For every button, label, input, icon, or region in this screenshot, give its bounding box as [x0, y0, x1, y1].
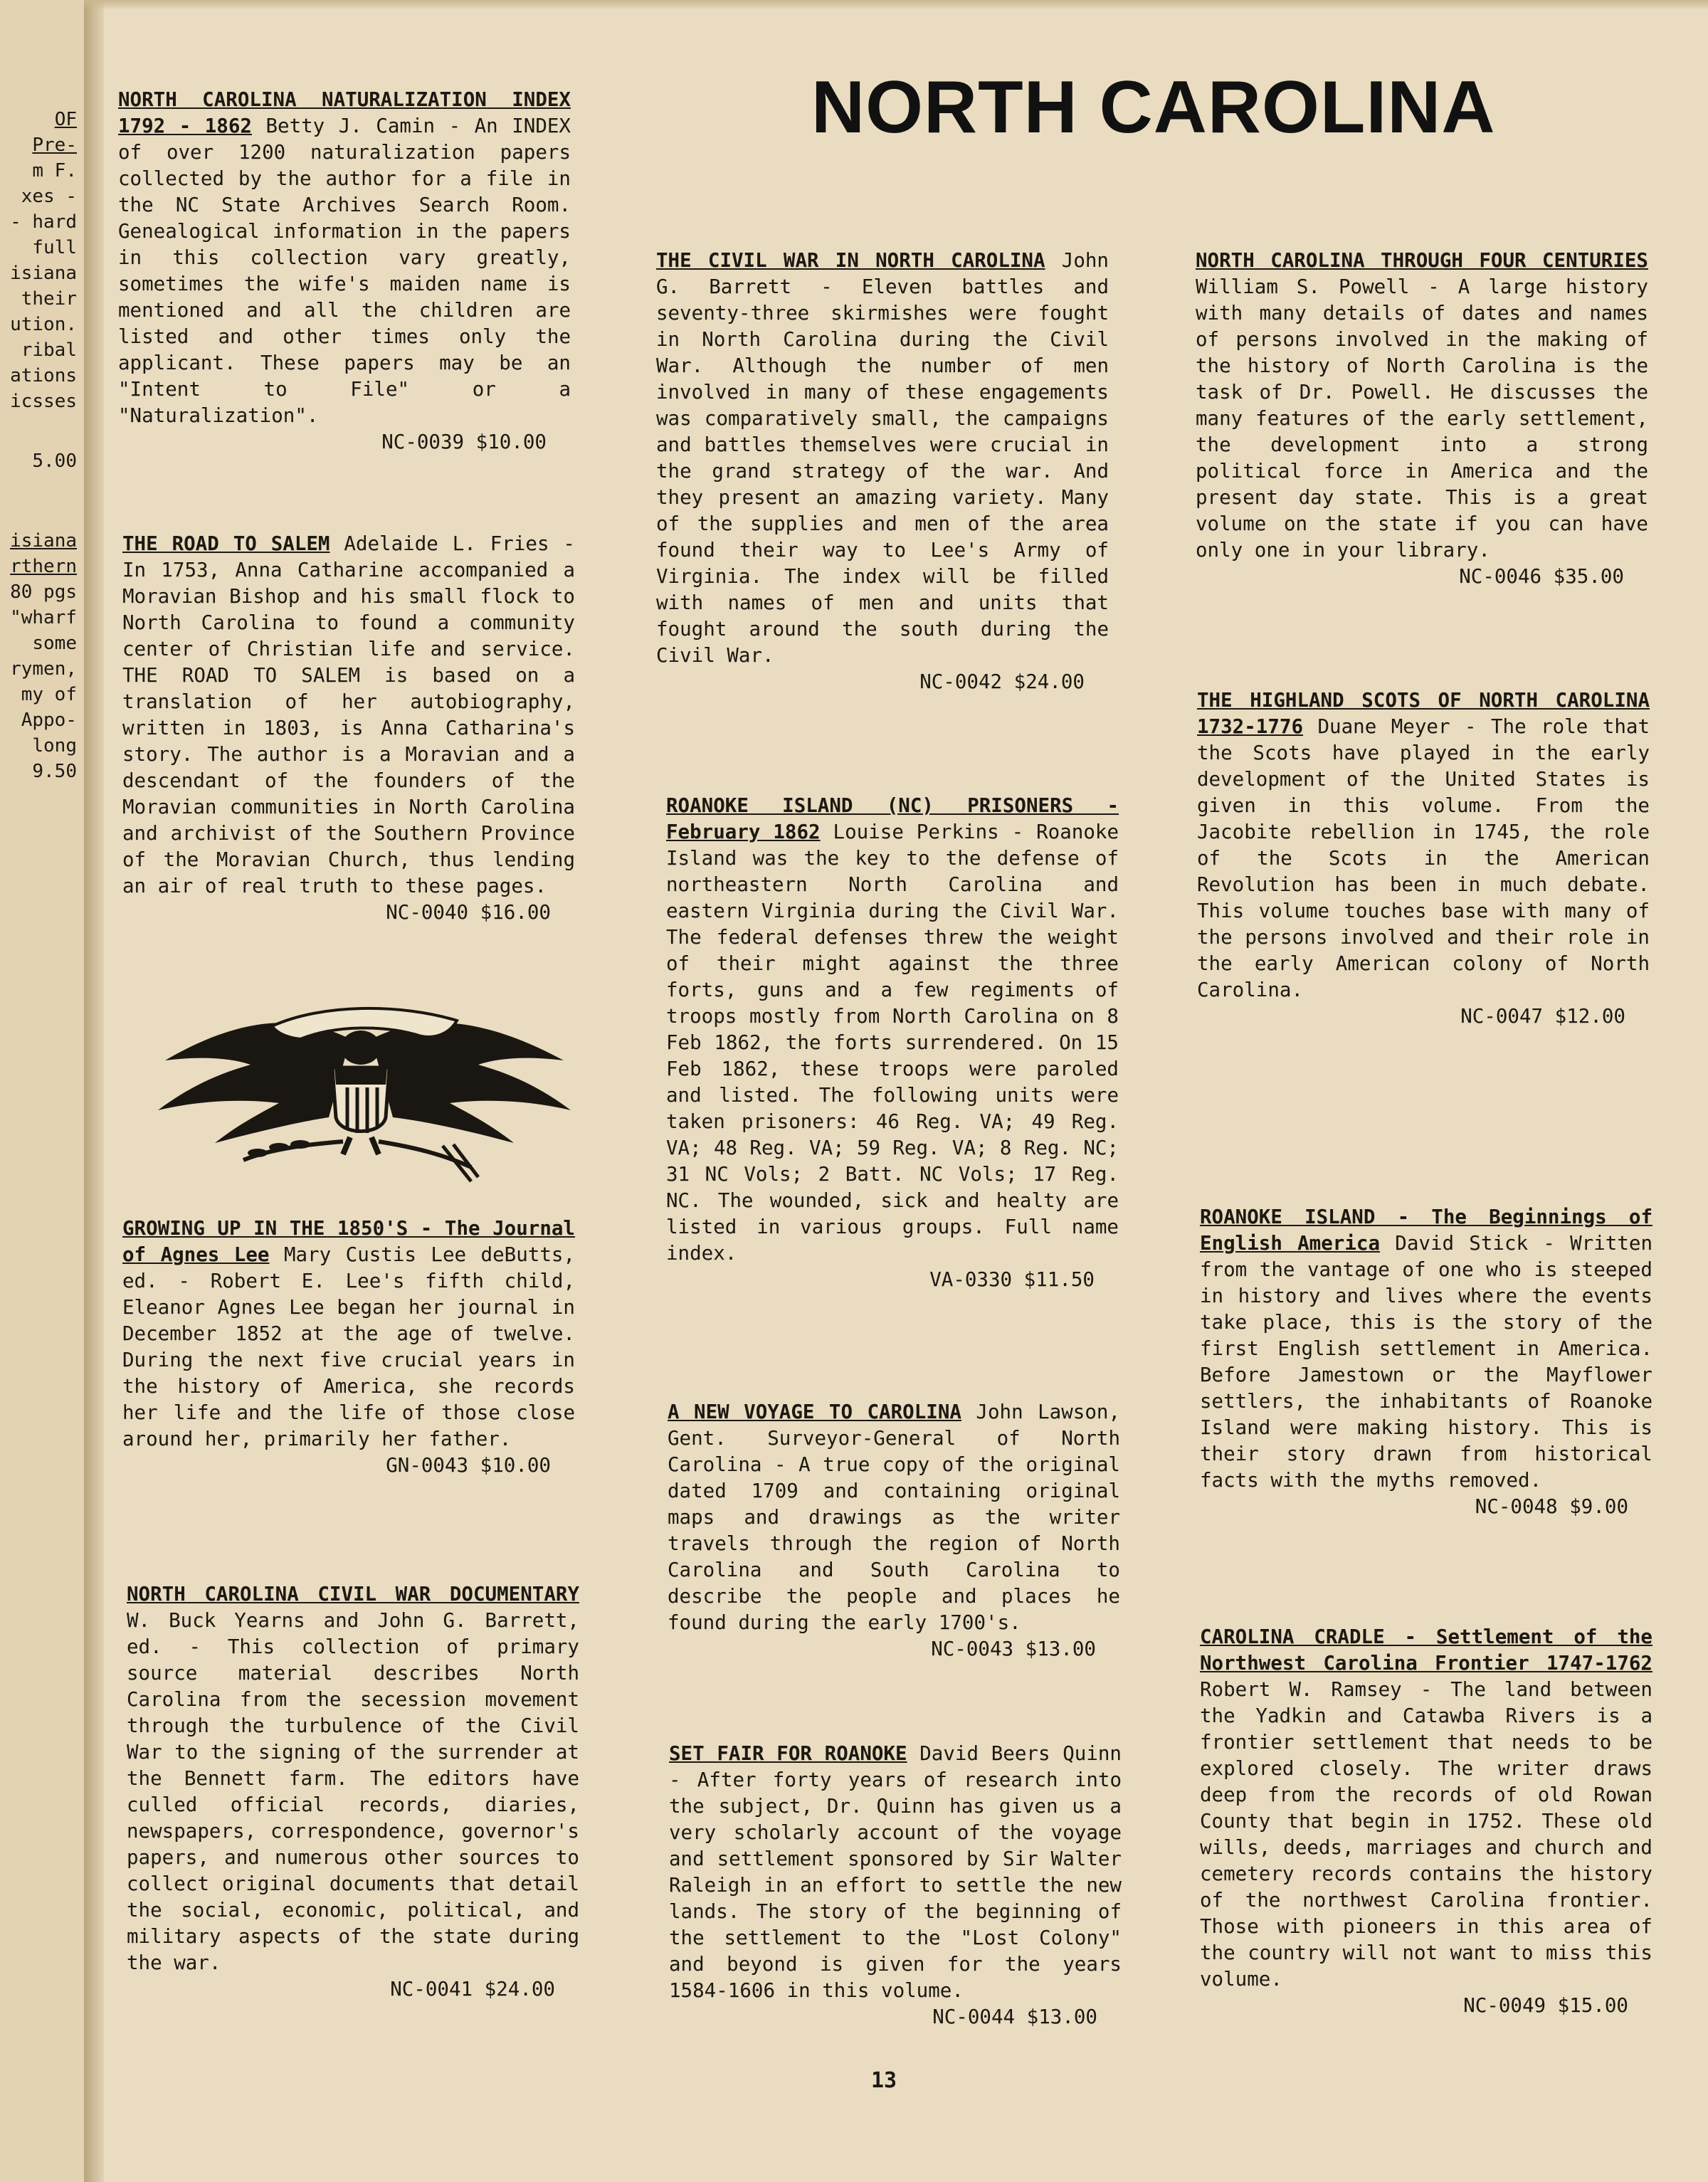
entry-title: THE ROAD TO SALEM: [122, 532, 330, 555]
entry-order-code: NC-0039 $10.00: [381, 431, 547, 453]
edge-text-line: some: [32, 633, 77, 654]
entry-order-code: NC-0048 $9.00: [1475, 1495, 1628, 1518]
entry-title: THE CIVIL WAR IN NORTH CAROLINA: [656, 249, 1045, 272]
entry-order-code: NC-0049 $15.00: [1463, 1994, 1628, 2017]
entry-title: CAROLINA CRADLE - Settlement of the Northwest Carolina Frontier 1747-1762: [1200, 1625, 1652, 1675]
entry-title: NORTH CAROLINA CIVIL WAR DOCUMENTARY: [127, 1583, 579, 1606]
entry-order-code: NC-0042 $24.00: [919, 670, 1085, 693]
entry-title: GROWING UP IN THE 1850'S - The Journal of Agnes Lee: [122, 1217, 575, 1266]
entry-description: Betty J. Camin - An INDEX of over 1200 naturalization papers collected by the author for a file in the NC State Archives Search Room. Genealogical information in the papers in this collection vary greatly, sometimes the wife's maiden name is mentioned and all the children are listed and other times only the applicant. These papers may be an "Intent to File" or a "Naturalization".: [118, 115, 571, 427]
entry-title: A NEW VOYAGE TO CAROLINA: [668, 1401, 961, 1423]
entry-description: Louise Perkins - Roanoke Island was the key to the defense of northeastern North Carolina and eastern Virginia during the Civil War. The federal defenses threw the weight of their might against the three forts, guns and a few regiments of troops mostly from North Carolina on 8 Feb 1862, the forts surrendered. On 15 Feb 1862, these troops were paroled and listed. The following units were taken prisoners: 46 Reg. VA; 49 Reg. VA; 48 Reg. VA; 59 Reg. VA; 8 Reg. NC; 31 NC Vols; 2 Batt. NC Vols; 17 Reg. NC. The wounded, sick and healty are listed in various groups. Full name index.: [666, 821, 1119, 1265]
page-title: NORTH CAROLINA: [811, 66, 1496, 149]
edge-text-line: ations: [10, 365, 77, 386]
entry-order-code: NC-0047 $12.00: [1460, 1005, 1625, 1028]
entry-order-code: NC-0040 $16.00: [386, 901, 551, 924]
entry-title: ROANOKE ISLAND - The Beginnings of English America: [1200, 1206, 1652, 1255]
edge-text-line: 5.00: [32, 450, 77, 472]
entry-title: NORTH CAROLINA THROUGH FOUR CENTURIES: [1196, 249, 1648, 272]
entry-order-code: GN-0043 $10.00: [386, 1454, 551, 1477]
page-top-shadow: [84, 0, 1708, 10]
edge-text-line: their: [21, 288, 77, 310]
entry-description: Duane Meyer - The role that the Scots have played in the early development of the United States is given in this volume. From the Jacobite rebellion in 1745, the role of the Scots in the American Revolution has been in much debate. This volume touches base with many of the persons involved and their role in the early American colony of North Carolina.: [1197, 715, 1650, 1001]
edge-text-line: Appo-: [21, 710, 77, 731]
entry-order-code: NC-0041 $24.00: [390, 1978, 555, 2001]
entry-description: Mary Custis Lee deButts, ed. - Robert E. Lee's fifth child, Eleanor Agnes Lee began her journal in December 1852 at the age of twelve. During the next five crucial years in the history of America, she records her life and the life of those close around her, primarily her father.: [122, 1243, 576, 1450]
edge-text-line: "wharf: [10, 607, 77, 628]
edge-text-line: OF: [54, 109, 77, 130]
entry-description: David Beers Quinn - After forty years of research into the subject, Dr. Quinn has given us a very scholarly account of the voyage and settlement sponsored by Sir Walter Raleigh in an effort to settle the new lands. The story of the beginning of the settlement to the "Lost Colony" and beyond is given for the years 1584-1606 in this volume.: [669, 1742, 1122, 2002]
eagle-emblem-illustration: [137, 996, 585, 1188]
edge-text-line: xes -: [21, 186, 77, 207]
book-entry-roanoke-island-prisoners: [666, 793, 1119, 1293]
entry-description: W. Buck Yearns and John G. Barrett, ed. - This collection of primary source material describes North Carolina from the secession movement through the turbulence of the Civil War to the signing of the surrender at the Bennett farm. The editors have culled official records, diaries, newspapers, correspondence, governor's papers, and numerous other sources to collect original documents that detail the social, economic, political, and military aspects of the state during the war.: [127, 1609, 579, 1974]
entry-description: Robert W. Ramsey - The land between the Yadkin and Catawba Rivers is a frontier settlement that needs to be explored closely. The writer draws deep from the records of old Rowan County that begin in 1752. These old wills, deeds, marriages and church and cemetery records contains the history of the northwest Carolina frontier. Those with pioneers in this area of the country will not want to miss this volume.: [1200, 1678, 1652, 1991]
entry-title: ROANOKE ISLAND (NC) PRISONERS - February 1862: [666, 794, 1119, 843]
entry-description: Adelaide L. Fries - In 1753, Anna Catharine accompanied a Moravian Bishop and his small flock to North Carolina to found a community center of Christian life and service. THE ROAD TO SALEM is based on a translation of her autobiography, written in 1803, is Anna Catharina's story. The author is a Moravian and a descendant of the founders of the Moravian communities in North Carolina and archivist of the Southern Province of the Moravian Church, thus lending an air of real truth to these pages.: [122, 532, 575, 897]
entry-title: THE HIGHLAND SCOTS OF NORTH CAROLINA 1732-1776: [1197, 689, 1650, 738]
edge-text-line: Pre-: [32, 135, 77, 156]
binding-spine: [84, 0, 104, 2182]
edge-text-line: isiana: [10, 263, 77, 284]
edge-text-line: long: [32, 735, 77, 757]
edge-text-line: my of: [21, 684, 77, 705]
entry-order-code: NC-0043 $13.00: [931, 1638, 1096, 1660]
previous-page-edge: [0, 0, 86, 2182]
entry-order-code: NC-0046 $35.00: [1459, 565, 1624, 588]
entry-description: William S. Powell - A large history with many details of dates and names of persons involved in the making of the history of North Carolina is the task of Dr. Powell. He discusses the many features of the early settlement, the development into a strong political force in America and the present day state. This is a great volume on the state if you can have only one in your library.: [1196, 275, 1648, 562]
book-entry-carolina-cradle: [1200, 1624, 1652, 2019]
page-number: 13: [871, 2068, 897, 2093]
entry-order-code: NC-0044 $13.00: [932, 2006, 1097, 2028]
book-entry-new-voyage-to-carolina: [668, 1399, 1120, 1662]
edge-text-line: isiana: [10, 530, 77, 552]
book-entry-nc-civil-war-documentary: [127, 1581, 579, 2003]
book-entry-growing-up-1850s: [122, 1216, 575, 1479]
book-entry-nc-naturalization-index: [118, 87, 571, 455]
edge-text-line: ribal: [21, 339, 77, 361]
book-entry-set-fair-for-roanoke: [669, 1741, 1122, 2030]
edge-text-line: m F.: [32, 160, 77, 181]
edge-text-line: 80 pgs: [10, 581, 77, 603]
entry-description: John G. Barrett - Eleven battles and seventy-three skirmishes were fought in North Carolina during the Civil War. Although the number of men involved in many of these engagements was comparatively small, the campaigns and battles themselves were crucial in the grand strategy of the war. And they present an amazing variety. Many of the supplies and men of the area found their way to Lee's Army of Virginia. The index will be filled with names of men and units that fought around the south during the Civil War.: [656, 249, 1109, 667]
book-entry-road-to-salem: [122, 531, 575, 926]
edge-text-line: 9.50: [32, 761, 77, 782]
entry-description: John Lawson, Gent. Surveyor-General of North Carolina - A true copy of the original dated 1709 and containing original maps and drawings as the writer travels through the region of North Carolina and South Carolina to describe the people and places he found during the early 1700's.: [668, 1401, 1120, 1634]
edge-text-line: - hard: [10, 211, 77, 233]
entry-title: NORTH CAROLINA NATURALIZATION INDEX 1792 - 1862: [118, 88, 571, 137]
book-entry-highland-scots: [1197, 687, 1650, 1030]
edge-text-line: rthern: [10, 556, 77, 577]
book-entry-roanoke-island-beginnings: [1200, 1204, 1652, 1520]
entry-order-code: VA-0330 $11.50: [929, 1268, 1095, 1291]
edge-text-line: rymen,: [10, 658, 77, 680]
entry-title: SET FAIR FOR ROANOKE: [669, 1742, 907, 1765]
book-entry-civil-war-in-nc: [656, 248, 1109, 695]
book-entry-nc-through-four-centuries: [1196, 248, 1648, 590]
edge-text-line: full: [32, 237, 77, 258]
edge-text-line: ution.: [10, 314, 77, 335]
entry-description: David Stick - Written from the vantage of one who is steeped in history and lives where the events take place, this is the story of the first English settlement in America. Before Jamestown or the Mayflower settlers, the inhabitants of Roanoke Island were making history. This is their story drawn from historical facts with the myths removed.: [1200, 1232, 1652, 1492]
edge-text-line: icsses: [10, 391, 77, 412]
